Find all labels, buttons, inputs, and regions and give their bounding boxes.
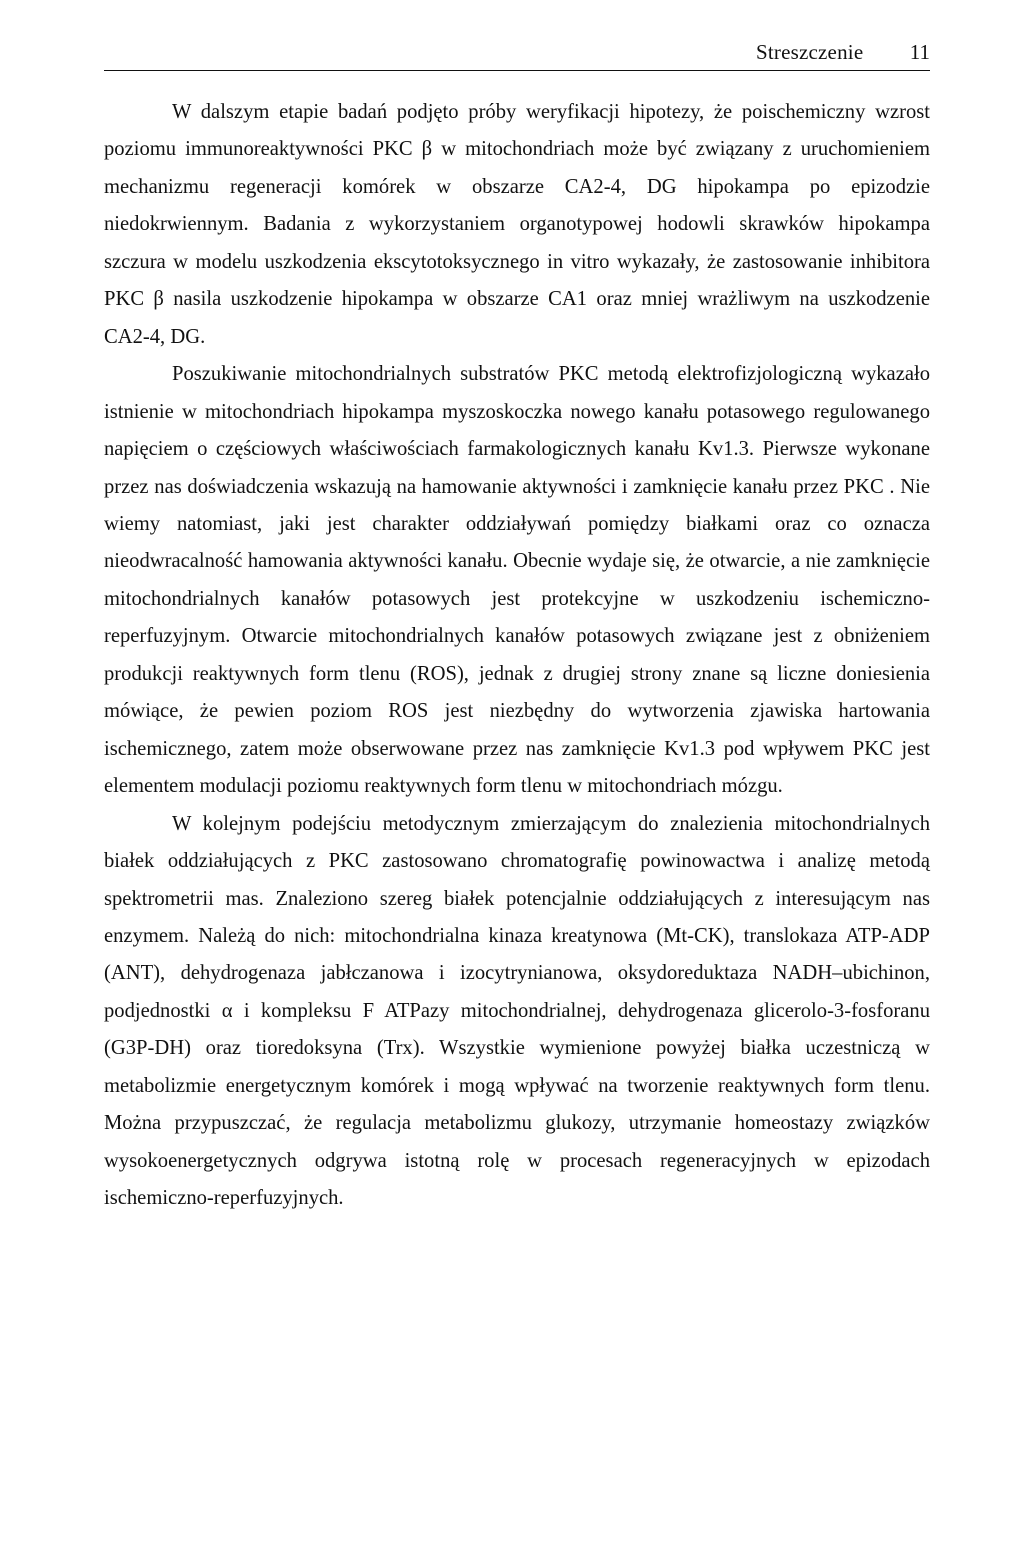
paragraph-1: W dalszym etapie badań podjęto próby weryfikacji hipotezy, że poischemiczny wzrost poziomu immunoreaktywności PKC β w mitochondriach może być związany z uruchomieniem mechanizmu regeneracji komórek w obszarze CA2-4, DG hipokampa po epizodzie niedokrwiennym. Badania z wykorzystaniem organotypowej hodowli skrawków hipokampa szczura w modelu uszkodzenia ekscytotoksycznego in vitro wykazały, że zastosowanie inhibitora PKC β nasila uszkodzenie hipokampa w obszarze CA1 oraz mniej wrażliwym na uszkodzenie CA2-4, DG. [104,101,930,348]
paragraph-3: W kolejnym podejściu metodycznym zmierzającym do znalezienia mitochondrialnych białek oddziałujących z PKC zastosowano chromatografię powinowactwa i analizę metodą spektrometrii mas. Znaleziono szereg białek potencjalnie oddziałujących z interesującym nas enzymem. Należą do nich: mitochondrialna kinaza kreatynowa (Mt-CK), translokaza ATP-ADP (ANT), dehydrogenaza jabłczanowa i izocytrynianowa, oksydoreduktaza NADH–ubichinon, podjednostki α i kompleksu F ATPazy mitochondrialnej, dehydrogenaza glicerolo-3-fosforanu (G3P-DH) oraz tioredoksyna (Trx). Wszystkie wymienione powyżej białka uczestniczą w metabolizmie energetycznym komórek i mogą wpływać na tworzenie reaktywnych form tlenu. Można przypuszczać, że regulacja metabolizmu glukozy, utrzymanie homeostazy związków wysokoenergetycznych odgrywa istotną rolę w procesach regeneracyjnych w epizodach ischemiczno-reperfuzyjnych. [104,812,930,1210]
header-title: Streszczenie [756,40,864,64]
paragraph-2: Poszukiwanie mitochondrialnych substratów PKC metodą elektrofizjologiczną wykazało istnienie w mitochondriach hipokampa myszoskoczka nowego kanału potasowego regulowanego napięciem o częściowych właściwościach farmakologicznych kanału Kv1.3. Pierwsze wykonane przez nas doświadczenia wskazują na hamowanie aktywności i zamknięcie kanału przez PKC . Nie wiemy natomiast, jaki jest charakter oddziaływań pomiędzy białkami oraz co oznacza nieodwracalność hamowania aktywności kanału. Obecnie wydaje się, że otwarcie, a nie zamknięcie mitochondrialnych kanałów potasowych jest protekcyjne w uszkodzeniu ischemiczno-reperfuzyjnym. Otwarcie mitochondrialnych kanałów potasowych związane jest z obniżeniem produkcji reaktywnych form tlenu (ROS), jednak z drugiej strony znane są liczne doniesienia mówiące, że pewien poziom ROS jest niezbędny do wytworzenia zjawiska hartowania ischemicznego, zatem może obserwowane przez nas zamknięcie Kv1.3 pod wpływem PKC jest elementem modulacji poziomu reaktywnych form tlenu w mitochondriach mózgu. [104,363,930,798]
body-text [104,94,930,1218]
running-header [104,36,930,71]
page-number: 11 [909,40,930,64]
